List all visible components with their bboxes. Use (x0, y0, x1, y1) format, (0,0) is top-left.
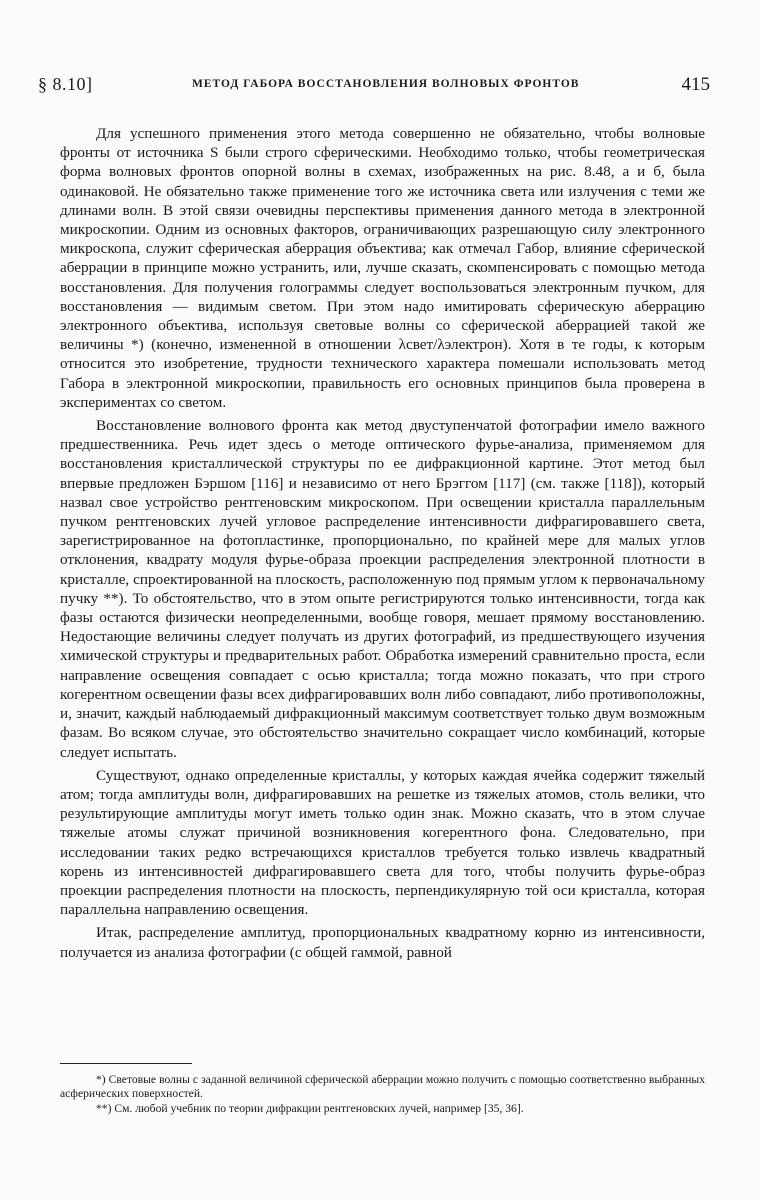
footnotes (60, 1073, 705, 1116)
paragraph: Существуют, однако определенные кристаллы, у которых каждая ячейка содержит тяжелый атом; тогда амплитуды волн, дифрагировавших на решетке из тяжелых атомов, столь велики, что результирующие амплитуды могут иметь только один знак. Можно сказать, что в этом случае тяжелые атомы служат причиной возникновения когерентного фона. Следовательно, при исследовании таких редко встречающихся кристаллов требуется только извлечь квадратный корень из интенсивностей дифрагировавшего света для того, чтобы получить фурье-образ проекции распределения плотности на плоскость, перпендикулярную той оси кристалла, которая параллельна направлению освещения. (60, 766, 705, 919)
page-number: 415 (681, 74, 710, 95)
paragraph: Для успешного применения этого метода совершенно не обязательно, чтобы волновые фронты от источника S были строго сферическими. Необходимо только, чтобы геометрическая форма волновых фронтов опорной волны в схемах, изображенных на рис. 8.48, а и б, была одинаковой. Не обязательно также применение того же источника света или излучения с теми же длинами волн. В этой связи очевидны перспективы применения данного метода в электронной микроскопии. Одним из основных факторов, ограничивающих разрешающую силу электронного микроскопа, служит сферическая аберрация объектива; как отмечал Габор, влияние сферической аберрации в принципе можно устранить, или, лучше сказать, скомпенсировать с помощью метода восстановления. Для получения голограммы следует воспользоваться электронным пучком, для восстановления — видимым светом. При этом надо имитировать сферическую аберрацию электронного объектива, используя световые волны со сферической аберрацией такой же величины *) (конечно, измененной в отношении λсвет/λэлектрон). Хотя в те годы, к которым относится это изобретение, трудности технического характера помешали использовать метод Габора в электронной микроскопии, правильность его основных принципов была проверена в экспериментах со светом. (60, 125, 705, 411)
paragraph: Итак, распределение амплитуд, пропорциональных квадратному корню из интенсивности, получается из анализа фотографии (с общей гаммой, равной (60, 924, 705, 961)
section-reference: § 8.10] (38, 74, 93, 94)
footnote: **) См. любой учебник по теории дифракции рентгеновских лучей, например [35, 36]. (96, 1101, 524, 1115)
footnote: *) Световые волны с заданной величиной сферической аберрации можно получить с помощью соответственно выбранных асферических поверхностей. (60, 1073, 705, 1101)
footnote-separator (60, 1063, 192, 1064)
running-title: МЕТОД ГАБОРА ВОССТАНОВЛЕНИЯ ВОЛНОВЫХ ФРОНТОВ (192, 78, 580, 90)
paragraph: Восстановление волнового фронта как метод двуступенчатой фотографии имело важного предшественника. Речь идет здесь о методе оптического фурье-анализа, применяемом для восстановления кристаллической структуры по ее дифракционной картине. Этот метод был впервые предложен Бэршом [116] и независимо от него Брэггом [117] (см. также [118]), который назвал свое устройство рентгеновским микроскопом. При освещении кристалла параллельным пучком рентгеновских лучей угловое распределение интенсивности дифрагировавшего света, зарегистрированное на фотопластинке, пропорционально, по крайней мере для малых углов отклонения, квадрату модуля фурье-образа проекции распределения электронной плотности в кристалле, спроектированной на плоскость, расположенную под прямым углом к первоначальному пучку **). То обстоятельство, что в этом опыте регистрируются только интенсивности, тогда как фазы остаются физически неопределенными, вообще говоря, мешает прямому восстановлению. Недостающие величины следует получать из других фотографий, из предшествующего изучения химической структуры и предварительных работ. Обработка измерений сравнительно проста, если направление освещения совпадает с осью кристалла; тогда можно показать, что при строго когерентном освещении фазы всех дифрагировавших волн либо совпадают, либо противоположны, и, значит, каждый наблюдаемый дифракционный максимум соответствует только двум возможным фазам. Во всяком случае, это обстоятельство значительно сокращает число комбинаций, которые следует испытать. (60, 417, 705, 761)
main-text (60, 124, 705, 962)
page-header (38, 72, 710, 100)
